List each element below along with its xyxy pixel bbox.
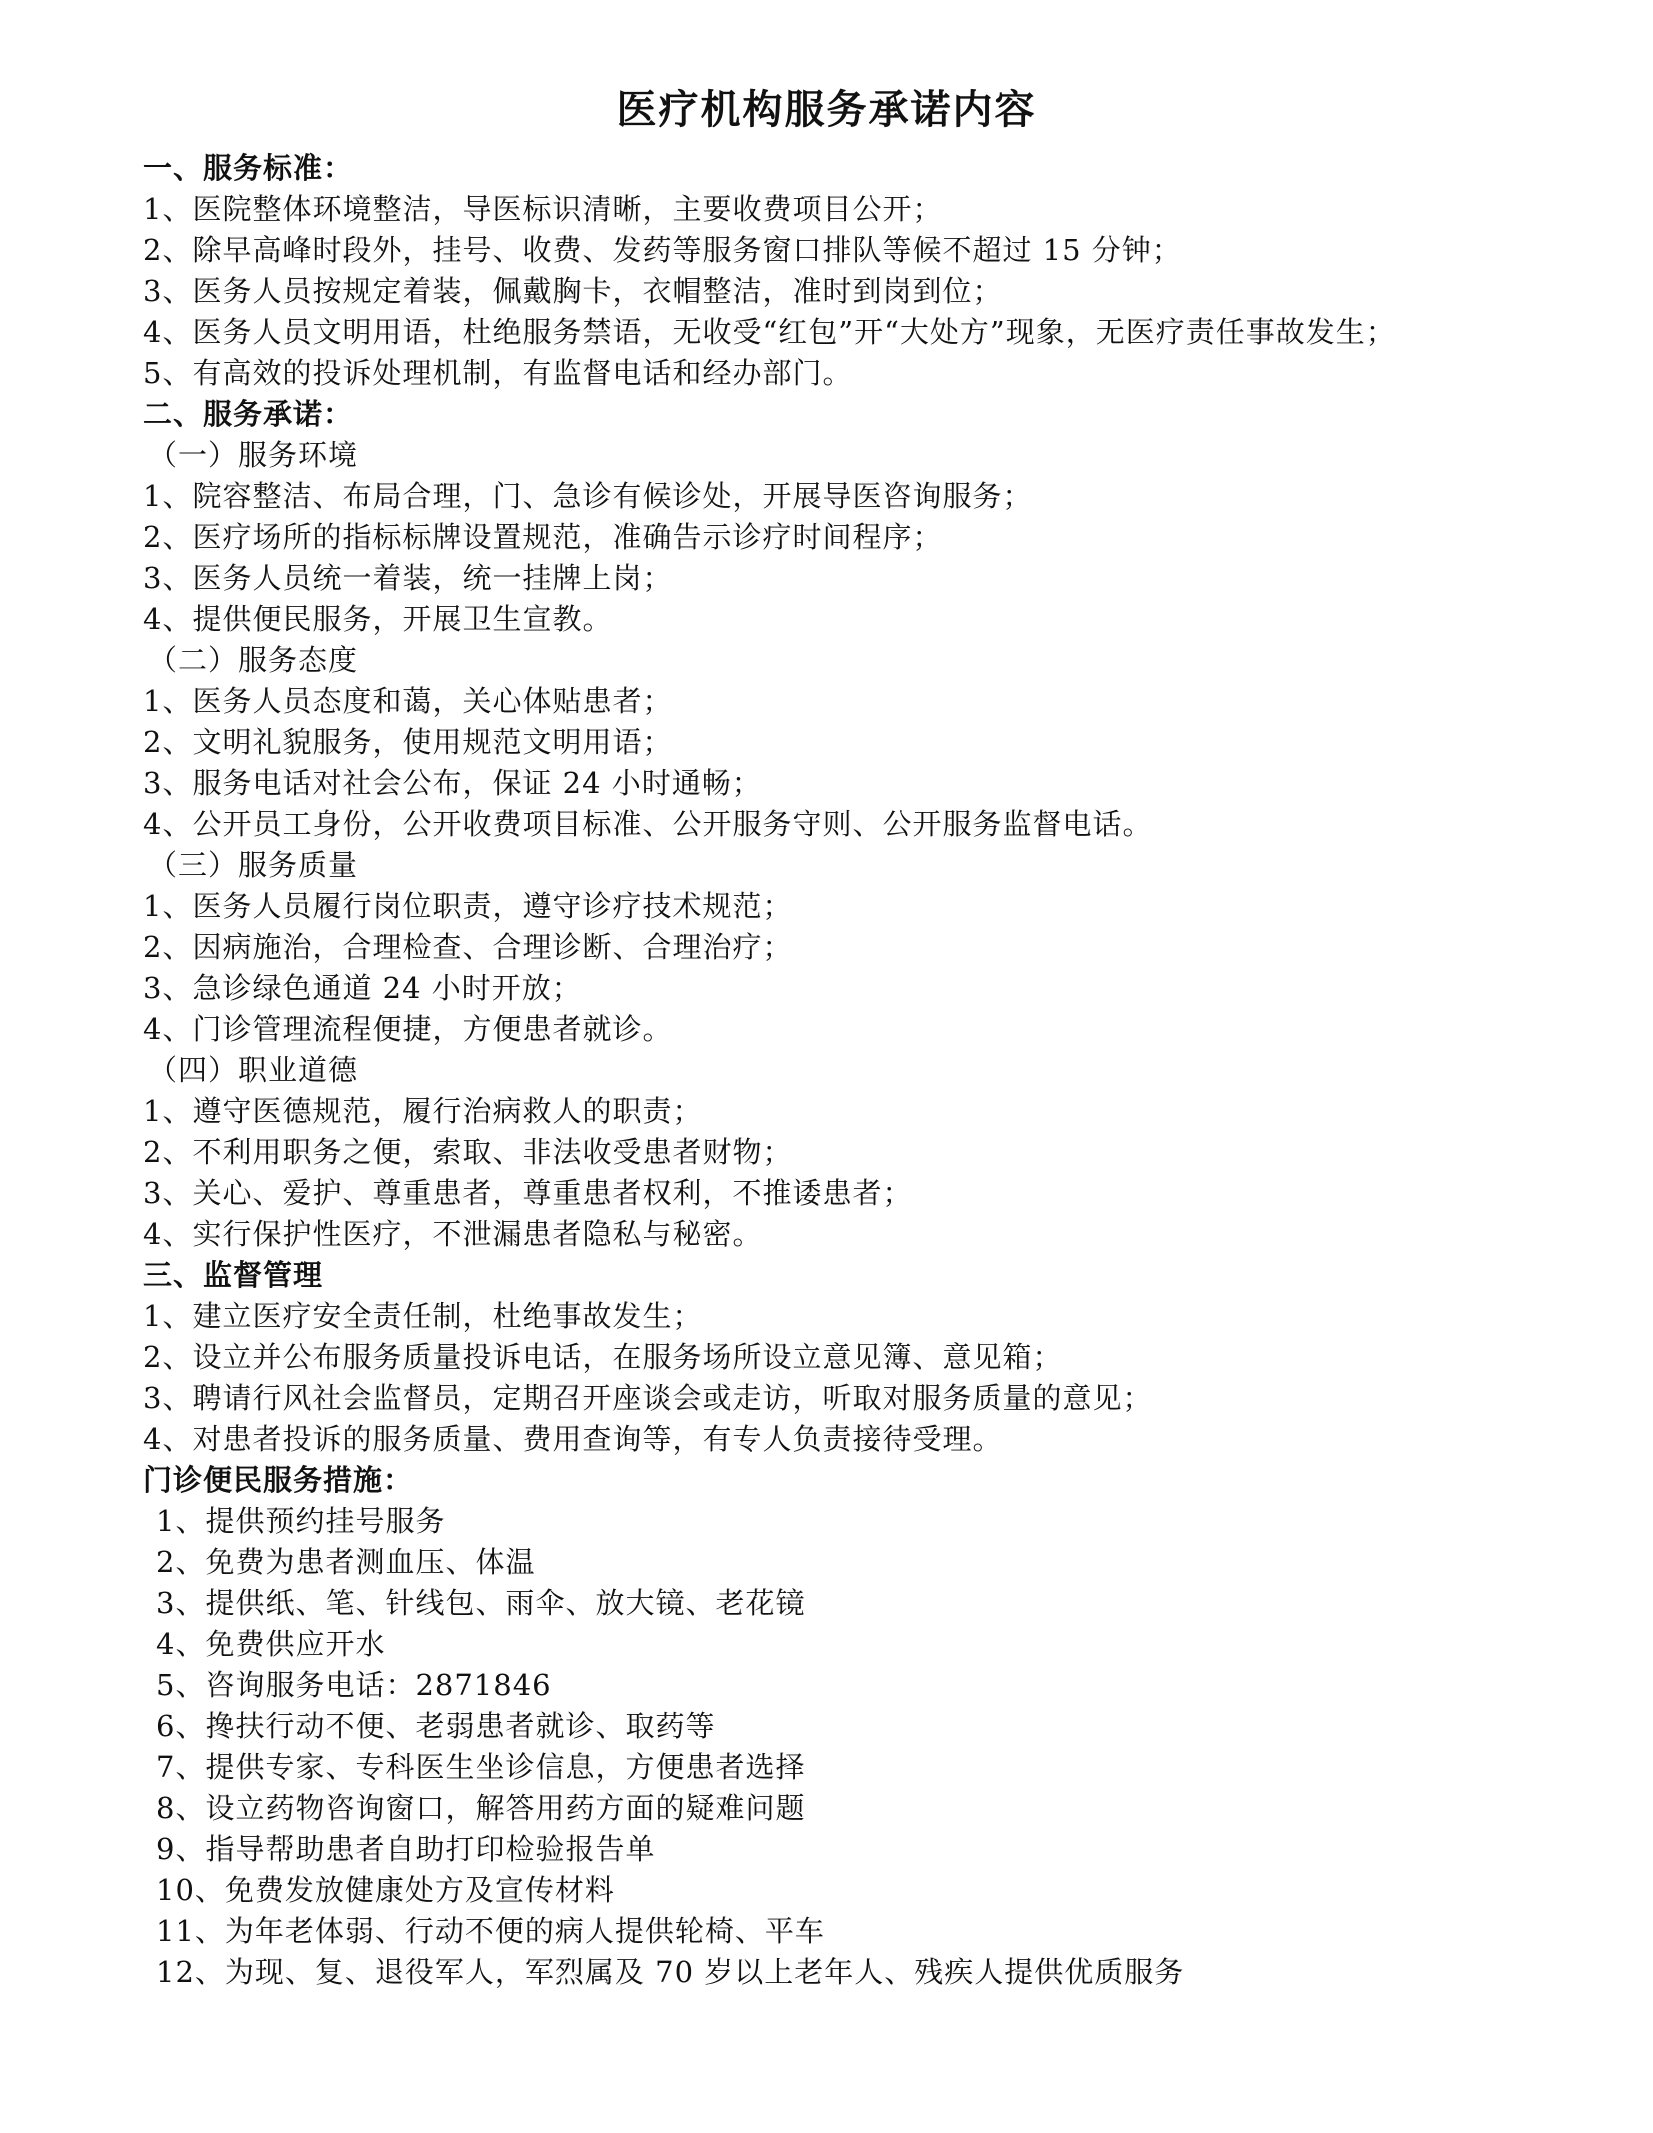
list-item: 1、院容整洁、布局合理，门、急诊有候诊处，开展导医咨询服务； xyxy=(143,479,1033,513)
list-item: 2、免费为患者测血压、体温 xyxy=(156,1545,536,1579)
list-item: 9、指导帮助患者自助打印检验报告单 xyxy=(156,1832,656,1866)
list-item: 10、免费发放健康处方及宣传材料 xyxy=(156,1873,615,1907)
list-item: 3、服务电话对社会公布，保证 24 小时通畅； xyxy=(143,766,762,800)
subsection-heading: （四）职业道德 xyxy=(148,1053,359,1087)
list-item: 1、医务人员态度和蔼，关心体贴患者； xyxy=(143,684,673,718)
list-item: 5、咨询服务电话：2871846 xyxy=(156,1668,552,1702)
list-item: 7、提供专家、专科医生坐诊信息，方便患者选择 xyxy=(156,1750,806,1784)
list-item: 4、免费供应开水 xyxy=(156,1627,386,1661)
list-item: 4、提供便民服务，开展卫生宣教。 xyxy=(143,602,613,636)
list-item: 3、聘请行风社会监督员，定期召开座谈会或走访，听取对服务质量的意见； xyxy=(143,1381,1153,1415)
list-item: 2、文明礼貌服务，使用规范文明用语； xyxy=(143,725,673,759)
list-item: 12、为现、复、退役军人，军烈属及 70 岁以上老年人、残疾人提供优质服务 xyxy=(156,1955,1185,1989)
list-item: 6、搀扶行动不便、老弱患者就诊、取药等 xyxy=(156,1709,716,1743)
list-item: 2、医疗场所的指标标牌设置规范，准确告示诊疗时间程序； xyxy=(143,520,943,554)
list-item: 2、除早高峰时段外，挂号、收费、发药等服务窗口排队等候不超过 15 分钟； xyxy=(143,233,1182,267)
document-title: 医疗机构服务承诺内容 xyxy=(616,87,1037,133)
section-heading: 三、监督管理 xyxy=(143,1258,324,1292)
section-heading: 二、服务承诺： xyxy=(143,397,354,431)
section-heading: 一、服务标准： xyxy=(143,151,354,185)
list-item: 4、对患者投诉的服务质量、费用查询等，有专人负责接待受理。 xyxy=(143,1422,1003,1456)
list-item: 3、提供纸、笔、针线包、雨伞、放大镜、老花镜 xyxy=(156,1586,806,1620)
list-item: 3、急诊绿色通道 24 小时开放； xyxy=(143,971,582,1005)
list-item: 1、遵守医德规范，履行治病救人的职责； xyxy=(143,1094,703,1128)
list-item: 4、门诊管理流程便捷，方便患者就诊。 xyxy=(143,1012,673,1046)
list-item: 2、设立并公布服务质量投诉电话，在服务场所设立意见簿、意见箱； xyxy=(143,1340,1063,1374)
list-item: 4、公开员工身份，公开收费项目标准、公开服务守则、公开服务监督电话。 xyxy=(143,807,1153,841)
subsection-heading: （二）服务态度 xyxy=(148,643,359,677)
list-item: 2、不利用职务之便，索取、非法收受患者财物； xyxy=(143,1135,793,1169)
list-item: 4、实行保护性医疗，不泄漏患者隐私与秘密。 xyxy=(143,1217,763,1251)
list-item: 4、医务人员文明用语，杜绝服务禁语，无收受“红包”开“大处方”现象，无医疗责任事故发生； xyxy=(143,315,1396,349)
list-item: 5、有高效的投诉处理机制，有监督电话和经办部门。 xyxy=(143,356,853,390)
list-item: 11、为年老体弱、行动不便的病人提供轮椅、平车 xyxy=(156,1914,825,1948)
section-heading: 门诊便民服务措施： xyxy=(143,1463,414,1497)
subsection-heading: （三）服务质量 xyxy=(148,848,359,882)
list-item: 3、关心、爱护、尊重患者，尊重患者权利，不推诿患者； xyxy=(143,1176,913,1210)
list-item: 1、医院整体环境整洁，导医标识清晰，主要收费项目公开； xyxy=(143,192,943,226)
list-item: 2、因病施治，合理检查、合理诊断、合理治疗； xyxy=(143,930,793,964)
subsection-heading: （一）服务环境 xyxy=(148,438,359,472)
list-item: 8、设立药物咨询窗口，解答用药方面的疑难问题 xyxy=(156,1791,806,1825)
list-item: 3、医务人员统一着装，统一挂牌上岗； xyxy=(143,561,673,595)
list-item: 1、建立医疗安全责任制，杜绝事故发生； xyxy=(143,1299,703,1333)
list-item: 3、医务人员按规定着装，佩戴胸卡，衣帽整洁，准时到岗到位； xyxy=(143,274,1003,308)
list-item: 1、提供预约挂号服务 xyxy=(156,1504,446,1538)
list-item: 1、医务人员履行岗位职责，遵守诊疗技术规范； xyxy=(143,889,793,923)
